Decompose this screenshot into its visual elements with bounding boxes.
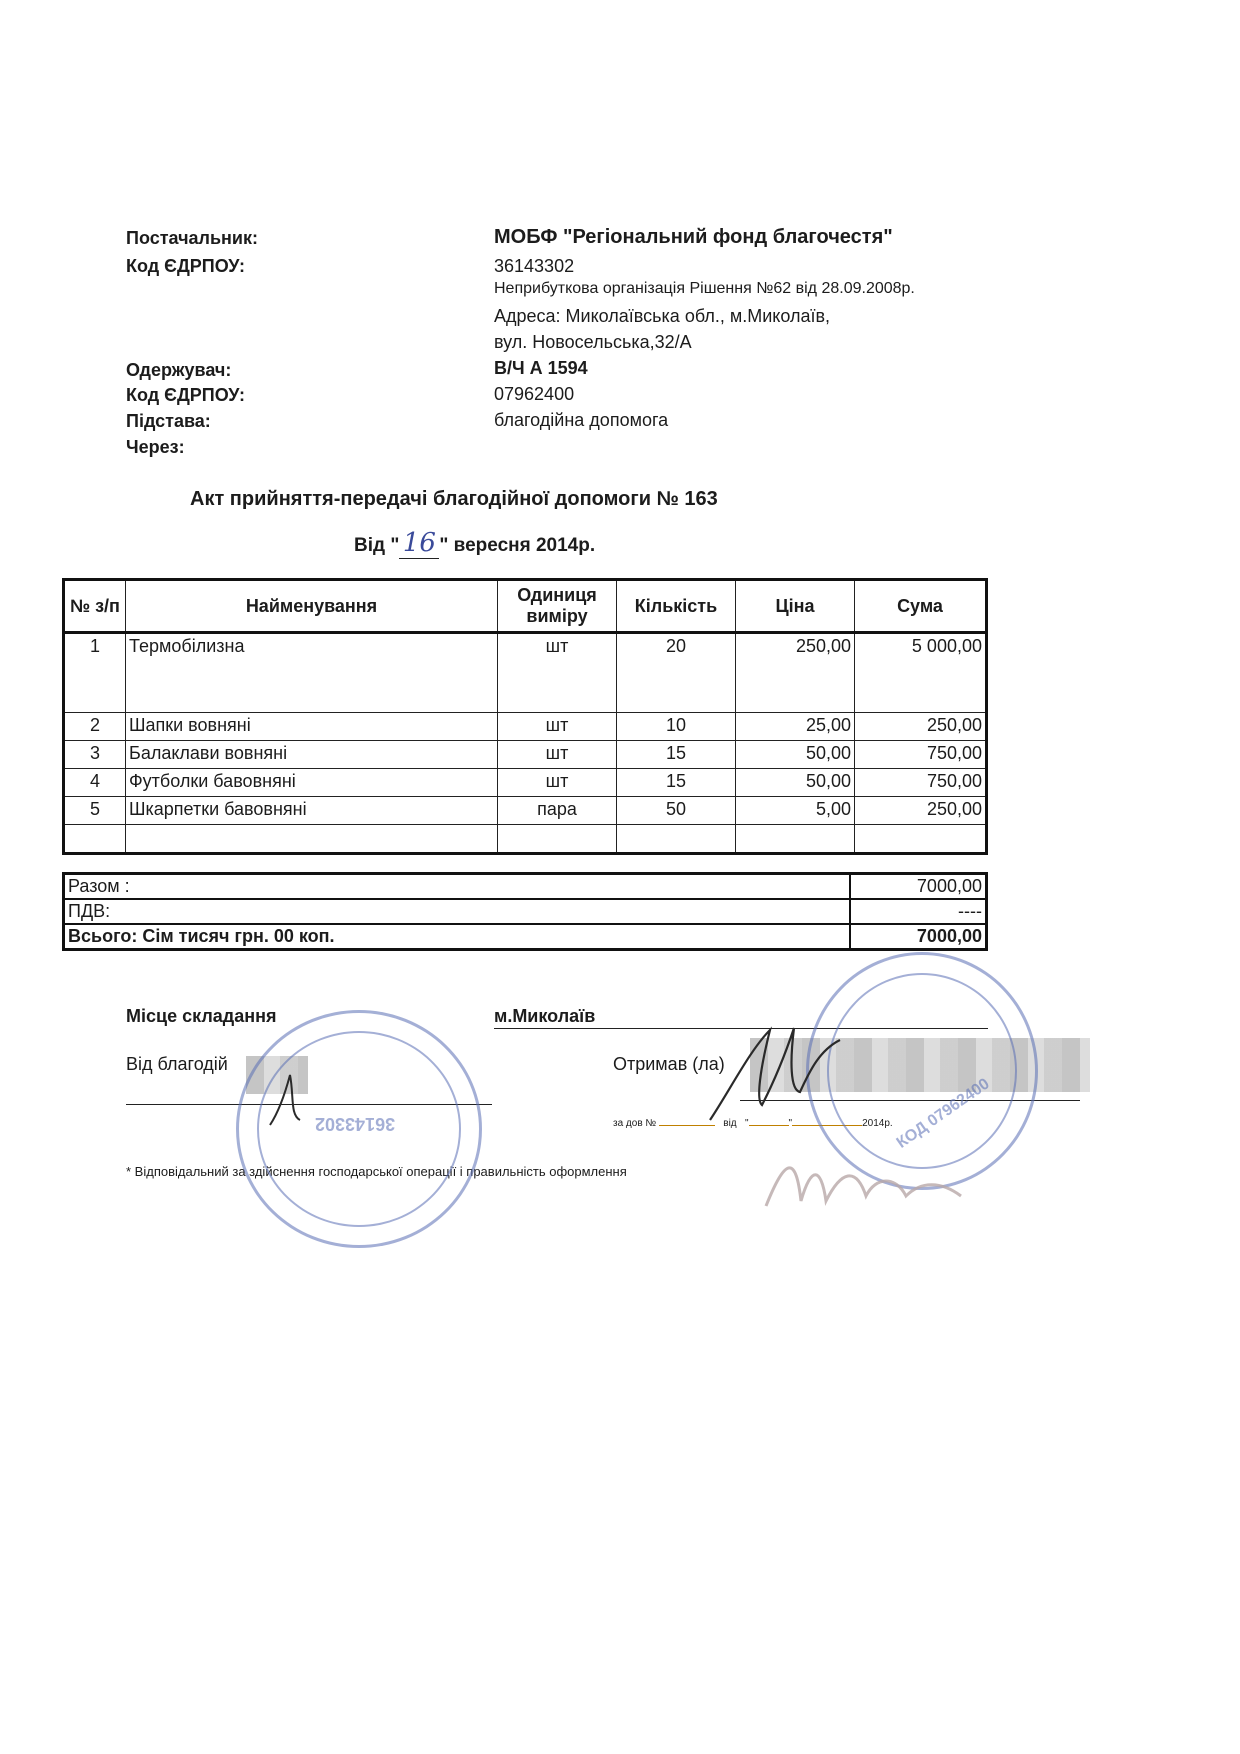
basis-label: Підстава: — [126, 411, 211, 431]
place-value: м.Миколаїв — [494, 1006, 596, 1026]
table-row — [64, 741, 987, 769]
table-row — [64, 633, 987, 713]
row-unit: шт — [498, 633, 617, 713]
vat-label: ПДВ: — [64, 899, 851, 924]
row-name: Шапки вовняні — [126, 713, 498, 741]
act-date — [354, 528, 595, 559]
row-unit: шт — [498, 769, 617, 797]
supplier-name: МОБФ "Регіональний фонд благочестя" — [494, 226, 893, 248]
table-row-empty — [64, 825, 987, 854]
act-date-prefix: Від " — [354, 535, 400, 556]
total-row — [64, 924, 987, 950]
table-row — [64, 713, 987, 741]
vat-row — [64, 899, 987, 924]
doc-label: за дов № — [613, 1118, 657, 1129]
row-name: Шкарпетки бавовняні — [126, 797, 498, 825]
row-unit: шт — [498, 741, 617, 769]
supplier-edrpou: 36143302 — [494, 256, 575, 276]
header-price: Ціна — [736, 580, 855, 633]
row-qty: 15 — [617, 741, 736, 769]
subtotal-row — [64, 874, 987, 900]
act-date-suffix: " вересня 2014р. — [439, 535, 596, 556]
doc-year: 2014р. — [862, 1118, 893, 1129]
act-title: Акт прийняття-передачі благодійної допомоги № 163 — [190, 488, 718, 510]
total-label: Всього: Сім тисяч грн. 00 коп. — [64, 924, 851, 950]
row-qty: 15 — [617, 769, 736, 797]
faint-signature — [756, 1146, 976, 1226]
right-stamp-code: КОД 07962400 — [893, 1075, 993, 1152]
row-qty: 20 — [617, 633, 736, 713]
recipient-label: Одержувач: — [126, 360, 232, 380]
vat-value: ---- — [850, 899, 987, 924]
row-price: 25,00 — [736, 713, 855, 741]
row-num: 2 — [64, 713, 126, 741]
row-qty: 50 — [617, 797, 736, 825]
responsible-note: * Відповідальний за здійснення господарської операції і правильність оформлення — [126, 1164, 627, 1179]
supplier-note: Неприбуткова організація Рішення №62 від 28.09.2008р. — [494, 280, 915, 297]
row-name: Балаклави вовняні — [126, 741, 498, 769]
row-name: Футболки бавовняні — [126, 769, 498, 797]
received-signature — [690, 1010, 900, 1130]
row-price: 50,00 — [736, 769, 855, 797]
row-unit: пара — [498, 797, 617, 825]
row-sum: 250,00 — [855, 713, 987, 741]
received-label: Отримав (ла) — [613, 1054, 725, 1074]
items-table — [62, 578, 988, 855]
header-unit: Одиниця виміру — [498, 580, 617, 633]
header-sum: Сума — [855, 580, 987, 633]
supplier-label: Постачальник: — [126, 228, 258, 248]
row-num: 4 — [64, 769, 126, 797]
subtotal-value: 7000,00 — [850, 874, 987, 900]
row-sum: 5 000,00 — [855, 633, 987, 713]
supplier-address-line2: вул. Новосельська,32/А — [494, 332, 692, 352]
row-sum: 750,00 — [855, 741, 987, 769]
subtotal-label: Разом : — [64, 874, 851, 900]
recipient-edrpou-label: Код ЄДРПОУ: — [126, 385, 246, 405]
doc-quote-open: " — [744, 1118, 749, 1129]
supplier-address-line1: Адреса: Миколаївська обл., м.Миколаїв, — [494, 306, 831, 326]
row-price: 250,00 — [736, 633, 855, 713]
row-sum: 750,00 — [855, 769, 987, 797]
totals-table — [62, 872, 988, 951]
row-num: 1 — [64, 633, 126, 713]
row-name: Термобілизна — [126, 633, 498, 713]
recipient-name: В/Ч А 1594 — [494, 358, 588, 378]
row-price: 50,00 — [736, 741, 855, 769]
row-unit: шт — [498, 713, 617, 741]
row-qty: 10 — [617, 713, 736, 741]
from-label: Від благодій — [126, 1054, 228, 1074]
supplier-edrpou-label: Код ЄДРПОУ: — [126, 256, 246, 276]
table-row — [64, 769, 987, 797]
place-label: Місце складання — [126, 1006, 277, 1026]
left-stamp-code: 36143302 — [315, 1114, 396, 1134]
basis-value: благодійна допомога — [494, 410, 669, 430]
recipient-edrpou: 07962400 — [494, 384, 575, 404]
doc-from-label: від — [723, 1118, 737, 1129]
row-num: 5 — [64, 797, 126, 825]
act-date-day: 16 — [399, 528, 439, 559]
via-label: Через: — [126, 437, 185, 457]
row-price: 5,00 — [736, 797, 855, 825]
header-name: Найменування — [126, 580, 498, 633]
table-header-row — [64, 580, 987, 633]
from-signature — [260, 1070, 320, 1130]
doc-quote-close: " — [788, 1118, 793, 1129]
header-num: № з/п — [64, 580, 126, 633]
total-value: 7000,00 — [850, 924, 987, 950]
row-num: 3 — [64, 741, 126, 769]
row-sum: 250,00 — [855, 797, 987, 825]
table-row — [64, 797, 987, 825]
header-qty: Кількість — [617, 580, 736, 633]
